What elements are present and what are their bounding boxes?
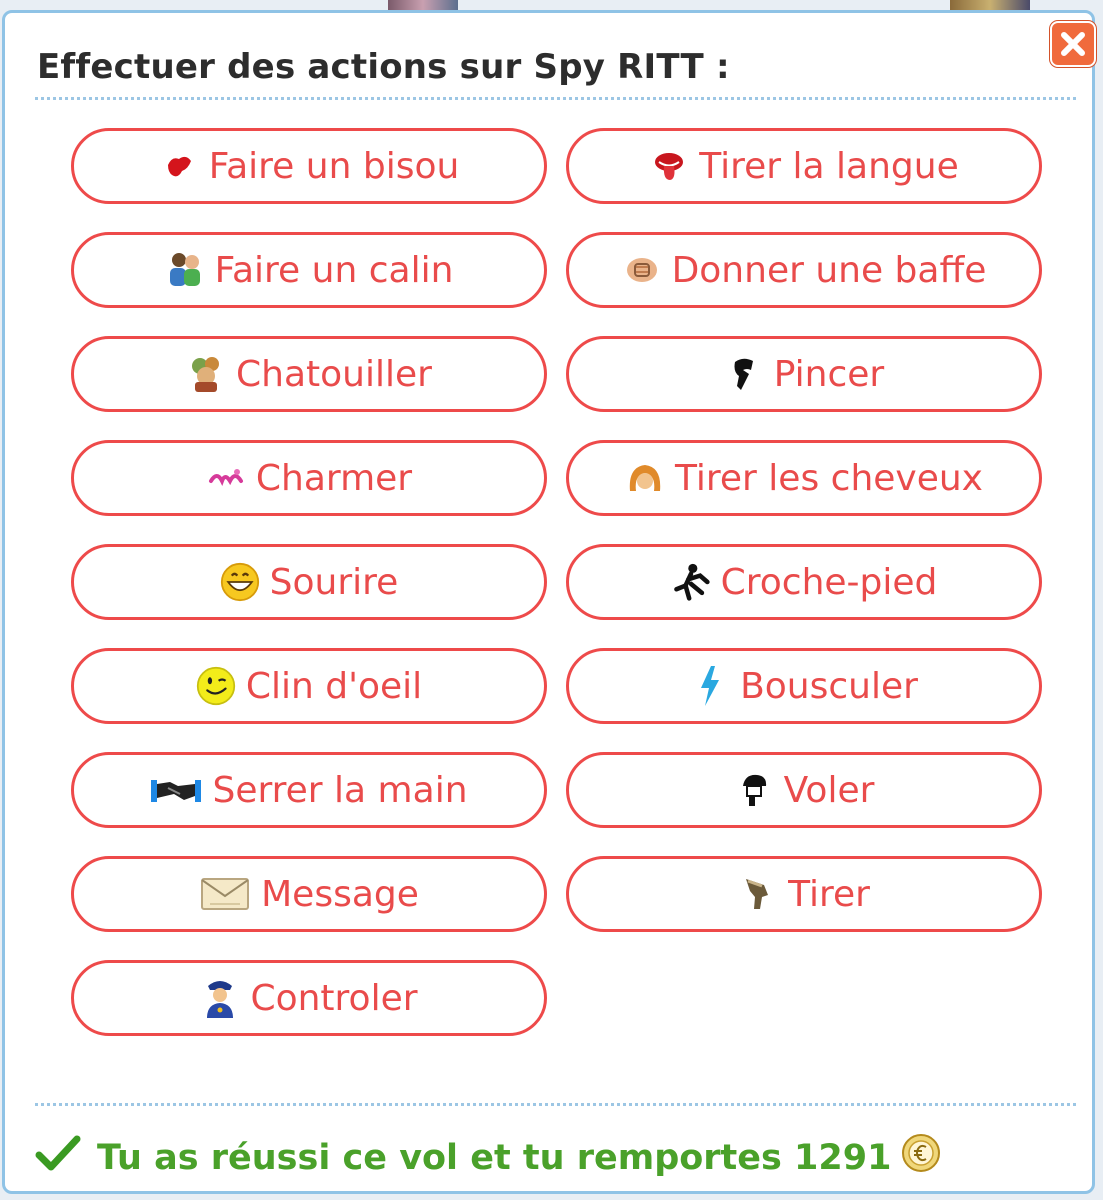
tickle-icon <box>186 354 226 394</box>
smile-icon <box>220 562 260 602</box>
tongue-icon <box>649 146 689 186</box>
message-button[interactable] <box>71 856 547 932</box>
steal-label: Voler <box>783 769 875 811</box>
kiss-label: Faire un bisou <box>208 145 460 187</box>
control-button[interactable] <box>71 960 547 1036</box>
hair-pull-label: Tirer les cheveux <box>675 457 983 499</box>
bump-label: Bousculer <box>740 665 918 707</box>
smile-label: Sourire <box>269 561 399 603</box>
slap-button[interactable] <box>566 232 1042 308</box>
hug-icon <box>165 250 205 290</box>
slap-icon <box>622 250 662 290</box>
actions-dialog <box>2 10 1095 1194</box>
charm-icon <box>206 458 246 498</box>
euro-coin-icon <box>901 1133 941 1182</box>
wink-icon <box>196 666 236 706</box>
envelope-icon <box>199 874 251 914</box>
success-text: Tu as réussi ce vol et tu remportes 1291 <box>97 1137 892 1178</box>
lightning-icon <box>690 666 730 706</box>
shoot-button[interactable] <box>566 856 1042 932</box>
actions-grid <box>71 128 1046 1036</box>
slap-label: Donner une baffe <box>671 249 987 291</box>
shoot-label: Tirer <box>788 873 870 915</box>
control-label: Controler <box>250 977 418 1019</box>
kiss-icon <box>159 146 199 186</box>
close-icon <box>1058 29 1088 59</box>
pinch-button[interactable] <box>566 336 1042 412</box>
dialog-title: Effectuer des actions sur Spy RITT : <box>37 47 730 87</box>
handshake-button[interactable] <box>71 752 547 828</box>
tongue-label: Tirer la langue <box>699 145 959 187</box>
trip-label: Croche-pied <box>720 561 938 603</box>
thief-icon <box>734 770 774 810</box>
success-message <box>35 1133 941 1182</box>
pinch-icon <box>724 354 764 394</box>
gun-icon <box>738 874 778 914</box>
hug-label: Faire un calin <box>214 249 454 291</box>
divider <box>35 97 1076 100</box>
police-icon <box>200 978 240 1018</box>
steal-button[interactable] <box>566 752 1042 828</box>
charm-button[interactable] <box>71 440 547 516</box>
handshake-label: Serrer la main <box>212 769 468 811</box>
tickle-button[interactable] <box>71 336 547 412</box>
hair-pull-button[interactable] <box>566 440 1042 516</box>
tongue-button[interactable] <box>566 128 1042 204</box>
hug-button[interactable] <box>71 232 547 308</box>
wink-label: Clin d'oeil <box>245 665 423 707</box>
pinch-label: Pincer <box>773 353 885 395</box>
bump-button[interactable] <box>566 648 1042 724</box>
smile-button[interactable] <box>71 544 547 620</box>
close-button[interactable] <box>1050 21 1096 67</box>
trip-button[interactable] <box>566 544 1042 620</box>
check-icon <box>35 1133 81 1182</box>
kiss-button[interactable] <box>71 128 547 204</box>
message-label: Message <box>261 873 419 915</box>
tickle-label: Chatouiller <box>236 353 432 395</box>
divider <box>35 1103 1076 1106</box>
handshake-icon <box>150 770 202 810</box>
charm-label: Charmer <box>255 457 413 499</box>
hair-pull-icon <box>625 458 665 498</box>
wink-button[interactable] <box>71 648 547 724</box>
trip-icon <box>671 562 711 602</box>
